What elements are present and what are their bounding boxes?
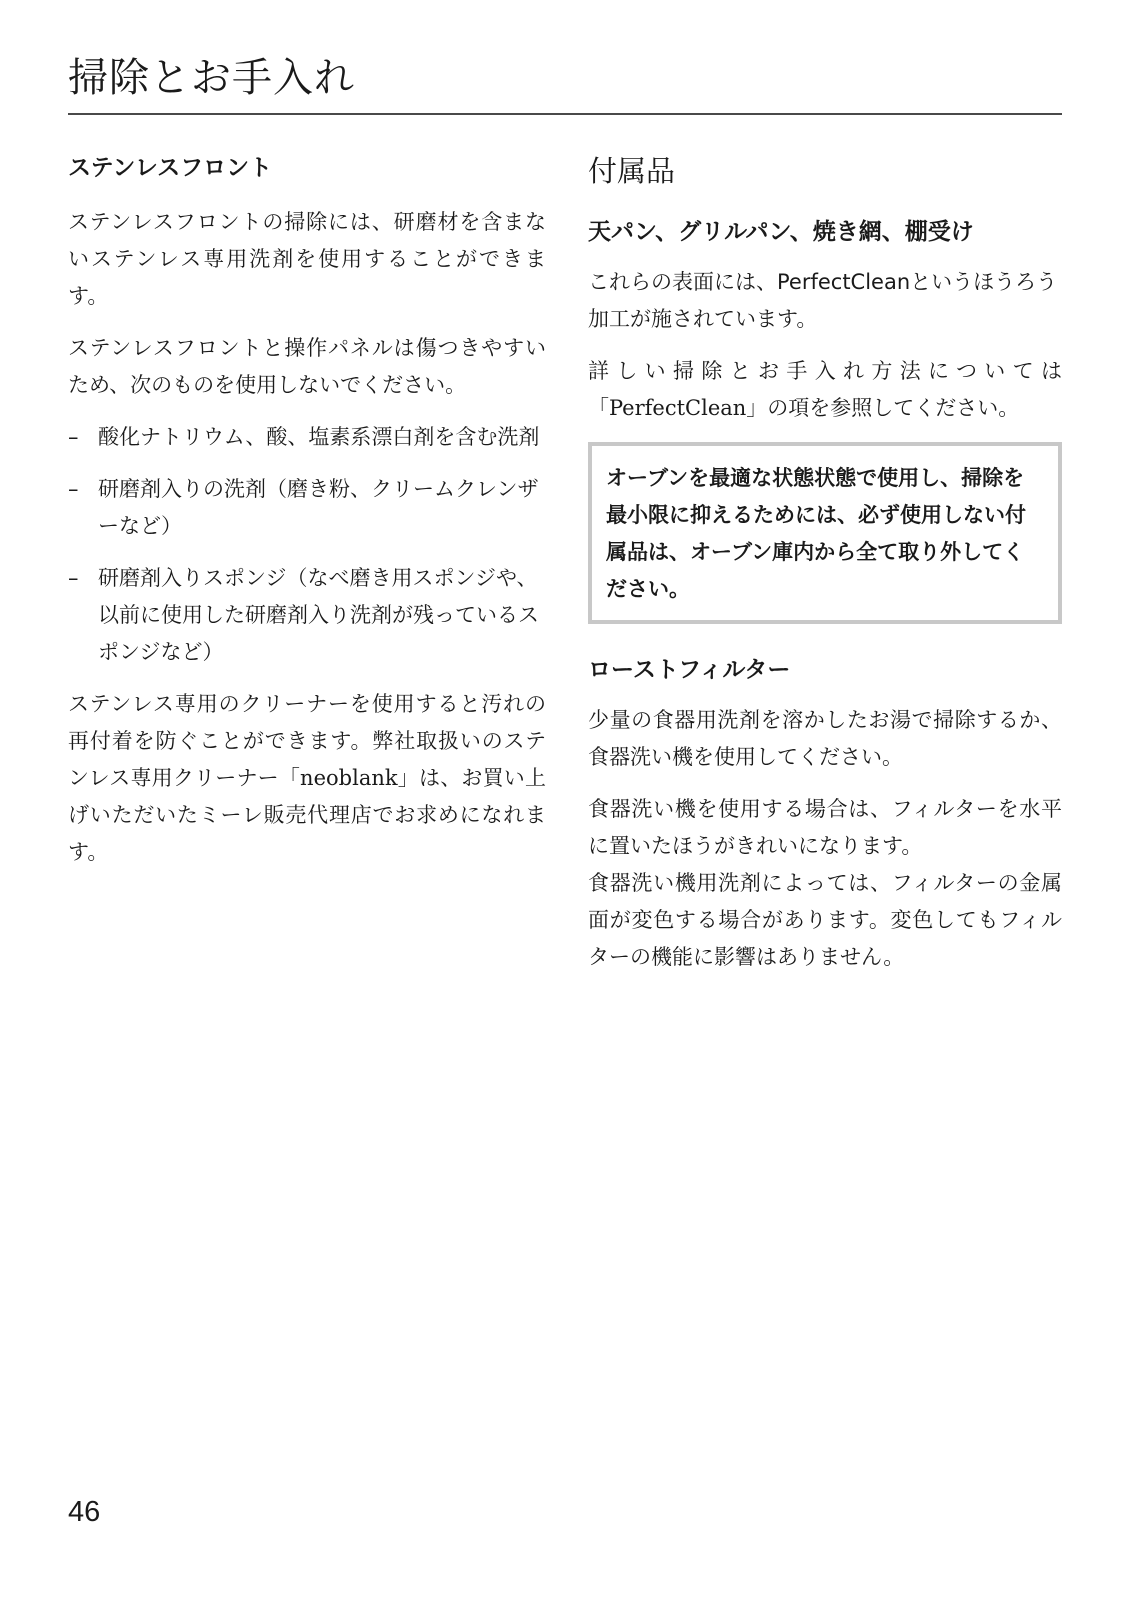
list-item-text: 研磨剤入りスポンジ（なべ磨き用スポンジや、以前に使用した研磨剤入り洗剤が残っているスポンジなど） [98, 566, 539, 664]
important-note-text: オーブンを最適な状態状態で使用し、掃除を最小限に抑えるためには、必ず使用しない付属品は、オーブン庫内から全て取り外してください。 [606, 466, 1026, 601]
stainless-warning-paragraph: ステンレスフロントと操作パネルは傷つきやすいため、次のものを使用しないでください。 [68, 336, 546, 397]
right-column [588, 150, 1062, 991]
list-item-text: 研磨剤入りの洗剤（磨き粉、クリームクレンザーなど） [98, 477, 539, 538]
list-item [68, 419, 546, 456]
dishwasher-placement-paragraph: 食器洗い機を使用する場合は、フィルターを水平に置いたほうがきれいになります。 [588, 797, 1062, 858]
perfectclean-reference-paragraph: 詳しい掃除とお手入れ方法については「PerfectClean」の項を参照してください。 [588, 359, 1062, 420]
title-divider [68, 113, 1062, 115]
section-heading-accessories: 付属品 [588, 154, 676, 188]
prohibited-items-list [68, 419, 546, 671]
cleaner-recommendation-paragraph: ステンレス専用のクリーナーを使用すると汚れの再付着を防ぐことができます。弊社取扱いのステンレス専用クリーナー「neoblank」は、お買い上げいただいたミーレ販売代理店でお求めになれます。 [68, 692, 546, 864]
dash-bullet: – [68, 425, 79, 449]
list-item [68, 471, 546, 545]
page-title: 掃除とお手入れ [68, 55, 355, 101]
subheading-trays-racks: 天パン、グリルパン、焼き網、棚受け [588, 219, 974, 245]
dash-bullet: – [68, 477, 79, 501]
subheading-roast-filter: ローストフィルター [588, 657, 791, 683]
page-number: 46 [68, 1496, 101, 1528]
perfectclean-coating-paragraph: これらの表面には、PerfectCleanというほうろう加工が施されています。 [588, 270, 1058, 331]
stainless-cleaning-paragraph: ステンレスフロントの掃除には、研磨材を含まないステンレス専用洗剤を使用することができます。 [68, 210, 546, 308]
filter-cleaning-paragraph: 少量の食器用洗剤を溶かしたお湯で掃除するか、食器洗い機を使用してください。 [588, 708, 1062, 769]
list-item [68, 560, 546, 671]
list-item-text: 酸化ナトリウム、酸、塩素系漂白剤を含む洗剤 [98, 425, 540, 449]
discoloration-paragraph: 食器洗い機用洗剤によっては、フィルターの金属面が変色する場合があります。変色してもフィルターの機能に影響はありません。 [588, 871, 1062, 969]
dash-bullet: – [68, 566, 79, 590]
important-note-box [588, 442, 1062, 624]
section-heading-stainless-front: ステンレスフロント [68, 155, 273, 181]
left-column [68, 150, 546, 886]
